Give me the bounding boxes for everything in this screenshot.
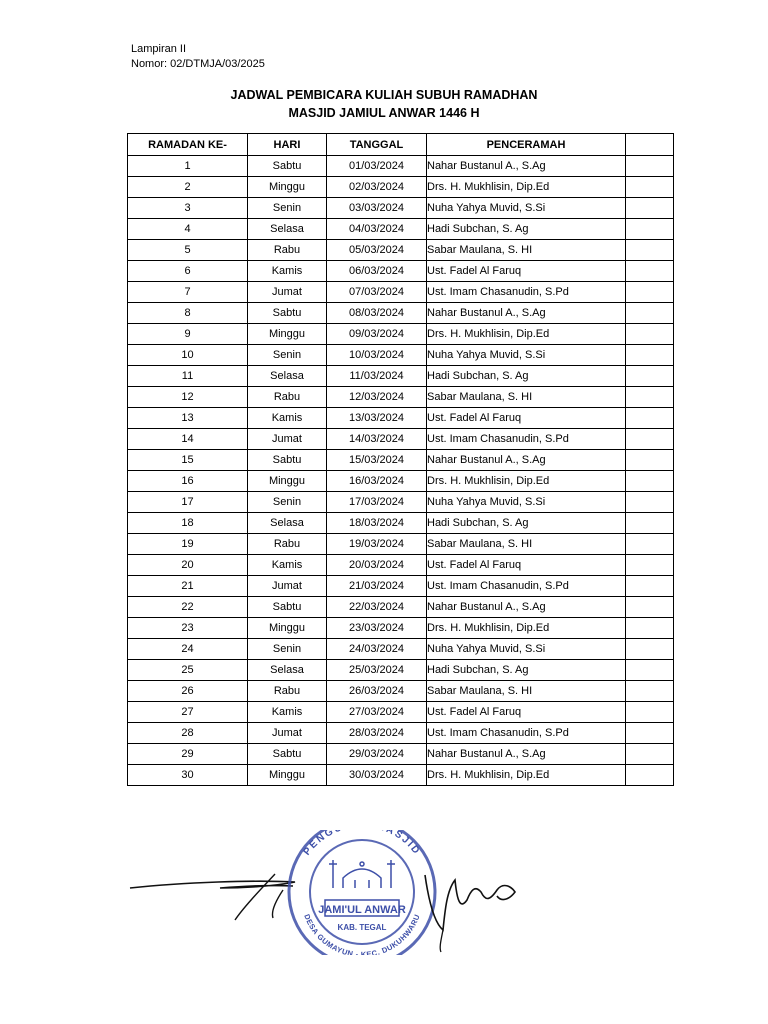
date-cell: 25/03/2024	[327, 660, 427, 681]
date-cell: 23/03/2024	[327, 618, 427, 639]
date-cell: 22/03/2024	[327, 597, 427, 618]
speaker-cell: Nahar Bustanul A., S.Ag	[427, 744, 626, 765]
table-row	[128, 303, 674, 324]
date-cell: 02/03/2024	[327, 177, 427, 198]
empty-cell	[626, 177, 674, 198]
speaker-cell: Ust. Fadel Al Faruq	[427, 555, 626, 576]
speaker-cell: Ust. Fadel Al Faruq	[427, 702, 626, 723]
table-row	[128, 723, 674, 744]
weekday-cell: Rabu	[248, 681, 327, 702]
date-cell: 26/03/2024	[327, 681, 427, 702]
speaker-cell: Nuha Yahya Muvid, S.Si	[427, 345, 626, 366]
schedule-table	[127, 133, 674, 786]
weekday-cell: Kamis	[248, 261, 327, 282]
table-row	[128, 702, 674, 723]
weekday-cell: Minggu	[248, 618, 327, 639]
date-cell: 13/03/2024	[327, 408, 427, 429]
weekday-cell: Minggu	[248, 471, 327, 492]
weekday-cell: Sabtu	[248, 156, 327, 177]
weekday-cell: Kamis	[248, 555, 327, 576]
ramadan-day-cell: 21	[128, 576, 248, 597]
document-number: Nomor: 02/DTMJA/03/2025	[131, 58, 265, 70]
column-header-speaker: PENCERAMAH	[427, 134, 626, 156]
ramadan-day-cell: 18	[128, 513, 248, 534]
ramadan-day-cell: 25	[128, 660, 248, 681]
speaker-cell: Nuha Yahya Muvid, S.Si	[427, 639, 626, 660]
ramadan-day-cell: 26	[128, 681, 248, 702]
empty-cell	[626, 765, 674, 786]
speaker-cell: Sabar Maulana, S. HI	[427, 681, 626, 702]
date-cell: 04/03/2024	[327, 219, 427, 240]
weekday-cell: Minggu	[248, 324, 327, 345]
table-row	[128, 219, 674, 240]
ramadan-day-cell: 9	[128, 324, 248, 345]
date-cell: 28/03/2024	[327, 723, 427, 744]
weekday-cell: Sabtu	[248, 303, 327, 324]
ramadan-day-cell: 13	[128, 408, 248, 429]
empty-cell	[626, 471, 674, 492]
table-row	[128, 471, 674, 492]
ramadan-day-cell: 29	[128, 744, 248, 765]
weekday-cell: Rabu	[248, 240, 327, 261]
column-header-extra	[626, 134, 674, 156]
ramadan-day-cell: 19	[128, 534, 248, 555]
ramadan-day-cell: 30	[128, 765, 248, 786]
date-cell: 05/03/2024	[327, 240, 427, 261]
table-row	[128, 261, 674, 282]
table-row	[128, 282, 674, 303]
empty-cell	[626, 219, 674, 240]
weekday-cell: Selasa	[248, 513, 327, 534]
ramadan-day-cell: 20	[128, 555, 248, 576]
weekday-cell: Jumat	[248, 723, 327, 744]
ramadan-day-cell: 10	[128, 345, 248, 366]
date-cell: 12/03/2024	[327, 387, 427, 408]
table-row	[128, 408, 674, 429]
ramadan-day-cell: 23	[128, 618, 248, 639]
date-cell: 29/03/2024	[327, 744, 427, 765]
ramadan-day-cell: 27	[128, 702, 248, 723]
empty-cell	[626, 576, 674, 597]
ramadan-day-cell: 16	[128, 471, 248, 492]
ramadan-day-cell: 15	[128, 450, 248, 471]
weekday-cell: Minggu	[248, 765, 327, 786]
speaker-cell: Drs. H. Mukhlisin, Dip.Ed	[427, 765, 626, 786]
speaker-cell: Nahar Bustanul A., S.Ag	[427, 156, 626, 177]
date-cell: 08/03/2024	[327, 303, 427, 324]
svg-text:KAB. TEGAL: KAB. TEGAL	[337, 923, 387, 932]
table-row	[128, 492, 674, 513]
date-cell: 14/03/2024	[327, 429, 427, 450]
empty-cell	[626, 324, 674, 345]
speaker-cell: Hadi Subchan, S. Ag	[427, 219, 626, 240]
empty-cell	[626, 681, 674, 702]
table-row	[128, 744, 674, 765]
speaker-cell: Ust. Fadel Al Faruq	[427, 261, 626, 282]
date-cell: 11/03/2024	[327, 366, 427, 387]
speaker-cell: Drs. H. Mukhlisin, Dip.Ed	[427, 471, 626, 492]
speaker-cell: Nahar Bustanul A., S.Ag	[427, 303, 626, 324]
stamp-and-signature	[125, 830, 545, 955]
date-cell: 07/03/2024	[327, 282, 427, 303]
date-cell: 03/03/2024	[327, 198, 427, 219]
speaker-cell: Ust. Imam Chasanudin, S.Pd	[427, 576, 626, 597]
date-cell: 21/03/2024	[327, 576, 427, 597]
ramadan-day-cell: 17	[128, 492, 248, 513]
speaker-cell: Drs. H. Mukhlisin, Dip.Ed	[427, 618, 626, 639]
empty-cell	[626, 429, 674, 450]
date-cell: 16/03/2024	[327, 471, 427, 492]
table-row	[128, 534, 674, 555]
empty-cell	[626, 555, 674, 576]
document-subtitle: MASJID JAMIUL ANWAR 1446 H	[288, 106, 480, 120]
date-cell: 18/03/2024	[327, 513, 427, 534]
empty-cell	[626, 366, 674, 387]
empty-cell	[626, 702, 674, 723]
ramadan-day-cell: 3	[128, 198, 248, 219]
empty-cell	[626, 156, 674, 177]
speaker-cell: Drs. H. Mukhlisin, Dip.Ed	[427, 177, 626, 198]
table-row	[128, 555, 674, 576]
empty-cell	[626, 408, 674, 429]
speaker-cell: Ust. Imam Chasanudin, S.Pd	[427, 282, 626, 303]
weekday-cell: Minggu	[248, 177, 327, 198]
table-row	[128, 681, 674, 702]
ramadan-day-cell: 22	[128, 597, 248, 618]
speaker-cell: Nahar Bustanul A., S.Ag	[427, 597, 626, 618]
weekday-cell: Rabu	[248, 387, 327, 408]
table-row	[128, 324, 674, 345]
empty-cell	[626, 534, 674, 555]
column-header-day: HARI	[248, 134, 327, 156]
empty-cell	[626, 198, 674, 219]
date-cell: 15/03/2024	[327, 450, 427, 471]
weekday-cell: Jumat	[248, 282, 327, 303]
ramadan-day-cell: 28	[128, 723, 248, 744]
speaker-cell: Ust. Imam Chasanudin, S.Pd	[427, 723, 626, 744]
empty-cell	[626, 345, 674, 366]
ramadan-day-cell: 12	[128, 387, 248, 408]
empty-cell	[626, 450, 674, 471]
table-row	[128, 387, 674, 408]
ramadan-day-cell: 4	[128, 219, 248, 240]
table-row	[128, 450, 674, 471]
table-row	[128, 660, 674, 681]
table-row	[128, 177, 674, 198]
ramadan-day-cell: 11	[128, 366, 248, 387]
ramadan-day-cell: 14	[128, 429, 248, 450]
table-row	[128, 513, 674, 534]
empty-cell	[626, 492, 674, 513]
document-title: JADWAL PEMBICARA KULIAH SUBUH RAMADHAN	[230, 88, 538, 102]
date-cell: 27/03/2024	[327, 702, 427, 723]
empty-cell	[626, 660, 674, 681]
date-cell: 30/03/2024	[327, 765, 427, 786]
table-row	[128, 618, 674, 639]
table-row	[128, 639, 674, 660]
speaker-cell: Sabar Maulana, S. HI	[427, 240, 626, 261]
weekday-cell: Kamis	[248, 702, 327, 723]
speaker-cell: Ust. Fadel Al Faruq	[427, 408, 626, 429]
column-header-ramadan: RAMADAN KE-	[128, 134, 248, 156]
date-cell: 10/03/2024	[327, 345, 427, 366]
weekday-cell: Kamis	[248, 408, 327, 429]
empty-cell	[626, 240, 674, 261]
date-cell: 06/03/2024	[327, 261, 427, 282]
empty-cell	[626, 387, 674, 408]
weekday-cell: Selasa	[248, 660, 327, 681]
table-row	[128, 765, 674, 786]
weekday-cell: Sabtu	[248, 744, 327, 765]
weekday-cell: Sabtu	[248, 450, 327, 471]
ramadan-day-cell: 6	[128, 261, 248, 282]
header-block	[131, 42, 265, 72]
empty-cell	[626, 282, 674, 303]
weekday-cell: Senin	[248, 639, 327, 660]
speaker-cell: Sabar Maulana, S. HI	[427, 534, 626, 555]
speaker-cell: Ust. Imam Chasanudin, S.Pd	[427, 429, 626, 450]
weekday-cell: Senin	[248, 345, 327, 366]
ramadan-day-cell: 24	[128, 639, 248, 660]
table-row	[128, 597, 674, 618]
table-row	[128, 156, 674, 177]
date-cell: 24/03/2024	[327, 639, 427, 660]
weekday-cell: Selasa	[248, 366, 327, 387]
table-row	[128, 576, 674, 597]
empty-cell	[626, 618, 674, 639]
empty-cell	[626, 303, 674, 324]
table-row	[128, 345, 674, 366]
speaker-cell: Hadi Subchan, S. Ag	[427, 366, 626, 387]
date-cell: 01/03/2024	[327, 156, 427, 177]
empty-cell	[626, 744, 674, 765]
signature-stamp-area	[125, 830, 545, 955]
speaker-cell: Nahar Bustanul A., S.Ag	[427, 450, 626, 471]
speaker-cell: Nuha Yahya Muvid, S.Si	[427, 198, 626, 219]
speaker-cell: Hadi Subchan, S. Ag	[427, 513, 626, 534]
date-cell: 17/03/2024	[327, 492, 427, 513]
weekday-cell: Selasa	[248, 219, 327, 240]
mosque-stamp	[289, 830, 435, 955]
table-row	[128, 429, 674, 450]
date-cell: 09/03/2024	[327, 324, 427, 345]
empty-cell	[626, 261, 674, 282]
date-cell: 20/03/2024	[327, 555, 427, 576]
speaker-cell: Drs. H. Mukhlisin, Dip.Ed	[427, 324, 626, 345]
empty-cell	[626, 723, 674, 744]
table-header-row	[128, 134, 674, 156]
svg-text:PENGURUS MASJID: PENG ASJID	[301, 830, 423, 858]
speaker-cell: Hadi Subchan, S. Ag	[427, 660, 626, 681]
weekday-cell: Jumat	[248, 429, 327, 450]
ramadan-day-cell: 8	[128, 303, 248, 324]
weekday-cell: Senin	[248, 492, 327, 513]
weekday-cell: Senin	[248, 198, 327, 219]
table-row	[128, 366, 674, 387]
svg-text:JAMI'UL ANWAR: JAMI'UL ANWAR	[318, 904, 406, 916]
svg-text:DESA GUMAYUN - KEC. DUKUHWARU: DESA GUMAYUN - KEC. DUKUHWARU	[302, 912, 422, 955]
speaker-cell: Sabar Maulana, S. HI	[427, 387, 626, 408]
weekday-cell: Sabtu	[248, 597, 327, 618]
ramadan-day-cell: 1	[128, 156, 248, 177]
empty-cell	[626, 639, 674, 660]
ramadan-day-cell: 2	[128, 177, 248, 198]
empty-cell	[626, 597, 674, 618]
column-header-date: TANGGAL	[327, 134, 427, 156]
ramadan-day-cell: 7	[128, 282, 248, 303]
table-row	[128, 240, 674, 261]
table-row	[128, 198, 674, 219]
ramadan-day-cell: 5	[128, 240, 248, 261]
weekday-cell: Jumat	[248, 576, 327, 597]
empty-cell	[626, 513, 674, 534]
speaker-cell: Nuha Yahya Muvid, S.Si	[427, 492, 626, 513]
date-cell: 19/03/2024	[327, 534, 427, 555]
attachment-label: Lampiran II	[131, 43, 187, 55]
weekday-cell: Rabu	[248, 534, 327, 555]
